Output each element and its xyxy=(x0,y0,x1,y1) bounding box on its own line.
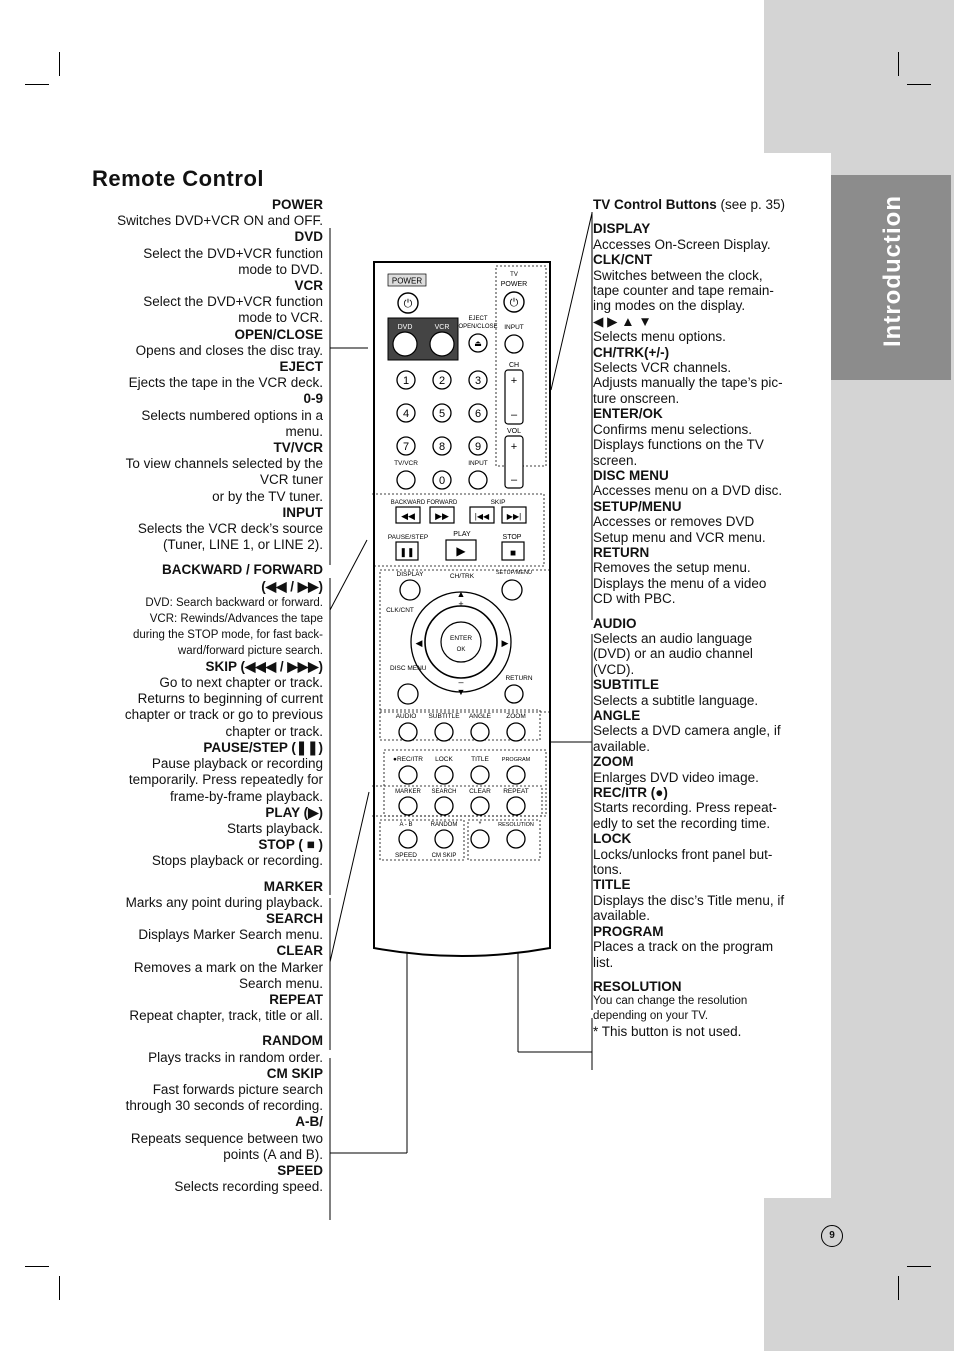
left-item-heading: MARKER xyxy=(263,878,323,894)
cm-skip-label: CM SKIP xyxy=(431,853,457,859)
svg-text:❚❚: ❚❚ xyxy=(399,547,415,557)
left-item-description: Pause playback or recording xyxy=(151,756,323,772)
left-item-description: Opens and closes the disc tray. xyxy=(135,342,323,358)
right-item-description: Displays the disc’s Title menu, if xyxy=(593,892,785,908)
left-item-description: Marks any point during playback. xyxy=(125,894,323,910)
left-item-heading: (◀◀ / ▶▶) xyxy=(261,578,323,594)
left-item-description: menu. xyxy=(285,423,323,439)
left-item-description: Returns to beginning of current xyxy=(137,691,323,707)
right-item-heading: AUDIO xyxy=(593,615,637,631)
svg-text:▶: ▶ xyxy=(456,544,466,558)
right-item-heading: LOCK xyxy=(593,831,632,847)
digit-label: 9 xyxy=(474,441,482,453)
right-item-description: Removes the setup menu. xyxy=(593,560,751,576)
right-item-description: Locks/unlocks front panel but- xyxy=(593,846,773,862)
left-item-description: Displays Marker Search menu. xyxy=(138,927,323,943)
digit-label: 0 xyxy=(438,475,446,487)
section-tab-label: Introduction xyxy=(879,195,906,347)
marker-button[interactable] xyxy=(399,797,417,815)
vcr-label: VCR xyxy=(434,324,450,331)
forward-label: FORWARD xyxy=(426,500,458,506)
disc-menu-label: DISC MENU xyxy=(390,665,427,672)
vol-label: VOL xyxy=(506,428,522,435)
subtitle-label: SUBTITLE xyxy=(428,713,460,720)
right-item-description: Enlarges DVD video image. xyxy=(593,769,759,785)
tv-label: TV xyxy=(510,272,518,278)
subtitle-button[interactable] xyxy=(435,723,453,741)
svg-text:|◀◀: |◀◀ xyxy=(474,512,490,521)
display-button[interactable] xyxy=(400,580,420,600)
digit-label: 8 xyxy=(438,441,446,453)
input-button[interactable] xyxy=(469,471,487,489)
play-label: PLAY xyxy=(453,531,471,538)
right-item-heading: ANGLE xyxy=(593,708,641,723)
svg-text:◀◀: ◀◀ xyxy=(401,511,415,521)
svg-text:⏻: ⏻ xyxy=(509,297,519,309)
left-item-heading: PLAY (▶) xyxy=(265,804,323,820)
left-item-description: frame-by-frame playback. xyxy=(169,788,323,804)
tv-power-label: POWER xyxy=(500,281,528,288)
right-item-description: Selects a DVD camera angle, if xyxy=(593,723,781,739)
right-item-heading: ◀ ▶ ▲ ▼ xyxy=(593,313,652,329)
angle-button[interactable] xyxy=(471,723,489,741)
marker-label: MARKER xyxy=(395,789,421,795)
pause-step-label: PAUSE/STEP xyxy=(387,534,429,541)
left-item-description: Repeat chapter, track, title or all. xyxy=(129,1008,323,1024)
left-item-description: chapter or track. xyxy=(225,723,323,739)
right-item-description: tons. xyxy=(593,862,623,878)
page-number: 9 xyxy=(821,1225,843,1247)
right-item-description: Accesses On-Screen Display. xyxy=(593,236,771,252)
right-item-description: Selects an audio language xyxy=(593,630,753,646)
ch-label: CH xyxy=(508,362,520,369)
left-item-heading: SKIP (◀◀◀ / ▶▶▶) xyxy=(205,658,323,674)
svg-text:–: – xyxy=(458,677,464,687)
left-item-description: Plays tracks in random order. xyxy=(148,1049,323,1065)
left-item-heading: TV/VCR xyxy=(273,440,323,456)
left-item-description: mode to VCR. xyxy=(238,310,323,326)
left-item-description: points (A and B). xyxy=(223,1146,323,1162)
lock-button[interactable] xyxy=(435,766,453,784)
program-button[interactable] xyxy=(507,766,525,784)
ab-button[interactable] xyxy=(399,830,417,848)
right-item-description: list. xyxy=(593,954,614,970)
tv-vcr-label: TV/VCR xyxy=(394,460,418,467)
repeat-label: REPEAT xyxy=(503,788,529,795)
right-item-description: Adjusts manually the tape’s pic- xyxy=(593,375,783,391)
left-item-description: DVD: Search backward or forward. xyxy=(145,596,323,609)
open-close-label: OPEN/CLOSE xyxy=(458,324,498,330)
right-item-description: (VCD). xyxy=(593,661,635,677)
digit-label: 6 xyxy=(474,408,482,420)
ab-label: A - B xyxy=(399,822,413,828)
digit-label: 4 xyxy=(402,408,410,420)
input-label: INPUT xyxy=(468,460,488,467)
left-item-description: Select the DVD+VCR function xyxy=(143,294,323,310)
page-title: Remote Control xyxy=(92,166,264,191)
repeat-button[interactable] xyxy=(507,797,525,815)
dvd-label: DVD xyxy=(397,324,413,331)
eject-label: EJECT xyxy=(468,316,488,322)
setup-menu-label: SETUP/MENU xyxy=(495,570,533,576)
left-item-heading: CLEAR xyxy=(276,943,323,959)
left-item-description: or by the TV tuner. xyxy=(212,488,323,504)
left-item-description: chapter or track or go to previous xyxy=(124,707,323,723)
digit-label: 5 xyxy=(438,408,446,420)
remote-control xyxy=(372,258,552,958)
svg-text:+: + xyxy=(510,375,518,387)
left-item-heading: CM SKIP xyxy=(266,1065,323,1081)
enter-ok-button[interactable] xyxy=(441,622,481,662)
left-item-heading: STOP ( ■ ) xyxy=(258,837,323,853)
enter-label: ENTER xyxy=(449,635,473,642)
svg-text:⏏: ⏏ xyxy=(474,339,482,348)
right-item-heading: SETUP/MENU xyxy=(593,498,682,514)
disc-menu-button[interactable] xyxy=(398,684,418,704)
random-label: RANDOM xyxy=(430,822,458,828)
backward-label: BACKWARD xyxy=(390,500,426,506)
random-button[interactable] xyxy=(435,830,453,848)
left-item-description: Selects recording speed. xyxy=(174,1179,323,1195)
audio-button[interactable] xyxy=(399,723,417,741)
svg-text:⏻: ⏻ xyxy=(403,298,413,310)
dvd-button[interactable] xyxy=(393,332,417,356)
left-item-description: Selects the VCR deck’s source xyxy=(137,521,323,537)
right-item-description: Selects a subtitle language. xyxy=(593,692,759,708)
zoom-label: ZOOM xyxy=(506,713,526,720)
left-item-description: VCR: Rewinds/Advances the tape xyxy=(149,612,323,625)
right-item-description: Switches between the clock, xyxy=(593,267,763,283)
star-label: * xyxy=(478,821,482,828)
svg-text:–: – xyxy=(510,474,518,486)
right-item-description: Places a track on the program xyxy=(593,939,774,955)
lock-label: LOCK xyxy=(435,756,453,763)
tv-input-button[interactable] xyxy=(505,335,523,353)
display-label: DISPLAY xyxy=(396,571,424,578)
right-item-heading: REC/ITR (●) xyxy=(593,785,668,801)
rec-itr-button[interactable] xyxy=(399,766,417,784)
left-item-heading: 0-9 xyxy=(303,391,323,407)
zoom-button[interactable] xyxy=(507,723,525,741)
left-item-description: (Tuner, LINE 1, or LINE 2). xyxy=(162,537,323,553)
svg-text:■: ■ xyxy=(509,548,517,559)
ok-label: OK xyxy=(456,647,466,653)
left-item-heading: RANDOM xyxy=(262,1033,323,1049)
right-item-description: CD with PBC. xyxy=(593,591,676,607)
ch-trk-label: CH/TRK xyxy=(449,573,475,580)
right-item-description: edly to set the recording time. xyxy=(593,815,771,831)
right-item-description: tape counter and tape remain- xyxy=(593,283,774,299)
left-item-description: temporarily. Press repeatedly for xyxy=(128,772,323,788)
clear-button[interactable] xyxy=(471,797,489,815)
right-item-heading: DISC MENU xyxy=(593,467,669,483)
right-item-heading: ZOOM xyxy=(593,754,634,770)
stop-label: STOP xyxy=(502,534,522,541)
nav-up-arrow[interactable]: ▲ xyxy=(456,589,466,599)
left-item-description: Repeats sequence between two xyxy=(130,1130,323,1146)
right-item-description: available. xyxy=(593,908,651,924)
left-item-heading: POWER xyxy=(271,197,323,212)
left-item-description: Selects numbered options in a xyxy=(141,407,323,423)
digit-label: 2 xyxy=(438,375,446,387)
left-item-description: Search menu. xyxy=(238,975,323,991)
digit-label: 7 xyxy=(402,441,410,453)
clear-label: CLEAR xyxy=(469,788,491,795)
left-item-description: through 30 seconds of recording. xyxy=(125,1098,323,1114)
svg-text:+: + xyxy=(510,441,518,453)
left-item-heading: DVD xyxy=(294,229,323,245)
return-label: RETURN xyxy=(505,675,533,682)
left-item-heading: BACKWARD / FORWARD xyxy=(162,562,323,578)
left-item-description: Removes a mark on the Marker xyxy=(133,959,323,975)
search-button[interactable] xyxy=(435,797,453,815)
title-button[interactable] xyxy=(471,766,489,784)
left-item-description: ward/forward picture search. xyxy=(177,644,323,657)
right-item-description: Accesses menu on a DVD disc. xyxy=(593,483,783,499)
right-item-description: You can change the resolution xyxy=(593,995,748,1008)
svg-text:+: + xyxy=(458,599,464,609)
left-item-heading: OPEN/CLOSE xyxy=(234,326,323,342)
right-item-heading: CLK/CNT xyxy=(593,252,653,268)
right-item-heading: TV Control Buttons (see p. 35) xyxy=(593,197,786,212)
star-button[interactable] xyxy=(471,830,489,848)
left-item-description: Select the DVD+VCR function xyxy=(143,245,323,261)
right-item-description: Selects VCR channels. xyxy=(593,360,732,376)
right-item-description: depending on your TV. xyxy=(593,1010,709,1023)
digit-label: 3 xyxy=(474,375,482,387)
tv-vcr-button[interactable] xyxy=(397,471,415,489)
right-item-heading: CH/TRK(+/-) xyxy=(593,344,670,360)
clk-cnt-label: CLK/CNT xyxy=(386,607,414,614)
left-item-heading: VCR xyxy=(294,278,323,294)
program-label: PROGRAM xyxy=(501,757,531,763)
digit-label: 1 xyxy=(402,375,410,387)
right-item-heading: PROGRAM xyxy=(593,923,664,939)
right-item-description: Setup menu and VCR menu. xyxy=(593,529,766,545)
left-item-heading: PAUSE/STEP (❚❚) xyxy=(203,739,323,755)
tv-input-label: INPUT xyxy=(504,324,524,331)
right-item-description: Displays functions on the TV xyxy=(593,437,764,453)
left-item-description: Fast forwards picture search xyxy=(152,1081,323,1097)
right-item-description: Accesses or removes DVD xyxy=(593,514,755,530)
left-item-description: VCR tuner xyxy=(259,472,323,488)
power-label: POWER xyxy=(391,276,423,286)
right-item-description: ing modes on the display. xyxy=(593,298,746,314)
resolution-button[interactable] xyxy=(507,830,525,848)
svg-text:▶▶: ▶▶ xyxy=(435,511,449,521)
nav-right-arrow[interactable]: ▶ xyxy=(501,638,509,648)
left-item-description: mode to DVD. xyxy=(238,261,323,277)
right-item-description: Confirms menu selections. xyxy=(593,421,753,437)
right-item-heading-note: (see p. 35) xyxy=(716,197,786,212)
right-item-description: ture onscreen. xyxy=(593,390,680,406)
right-item-heading: ENTER/OK xyxy=(593,406,663,422)
vcr-button[interactable] xyxy=(430,332,454,356)
svg-text:–: – xyxy=(510,409,518,421)
left-item-description: Ejects the tape in the VCR deck. xyxy=(128,375,323,391)
nav-left-arrow[interactable]: ◀ xyxy=(415,638,423,648)
setup-menu-button[interactable] xyxy=(502,580,522,600)
title-label: TITLE xyxy=(471,756,489,763)
left-item-heading: REPEAT xyxy=(269,991,323,1007)
speed-label: SPEED xyxy=(394,852,418,859)
right-item-description: Selects menu options. xyxy=(593,329,726,345)
left-item-heading: SPEED xyxy=(277,1162,323,1178)
right-item-heading: SUBTITLE xyxy=(593,677,659,693)
right-item-heading: TITLE xyxy=(593,877,631,893)
right-item-description: (DVD) or an audio channel xyxy=(593,646,753,662)
left-item-description: during the STOP mode, for fast back- xyxy=(132,628,323,641)
left-item-description: Stops playback or recording. xyxy=(151,853,323,869)
left-item-heading: INPUT xyxy=(282,504,323,520)
right-item-description: Starts recording. Press repeat- xyxy=(593,800,777,816)
left-item-heading: A-B/ xyxy=(295,1114,323,1130)
right-item-heading: RESOLUTION xyxy=(593,978,682,994)
skip-label: SKIP xyxy=(490,499,506,506)
left-item-description: Starts playback. xyxy=(226,820,323,836)
right-item-heading: RETURN xyxy=(593,544,650,560)
left-item-description: To view channels selected by the xyxy=(125,456,323,472)
left-item-heading: EJECT xyxy=(279,359,323,375)
left-item-heading: SEARCH xyxy=(265,910,323,926)
left-item-description: Switches DVD+VCR ON and OFF. xyxy=(117,213,323,229)
return-button[interactable] xyxy=(505,685,523,703)
svg-text:▶▶|: ▶▶| xyxy=(506,512,522,521)
nav-down-arrow[interactable]: ▼ xyxy=(456,687,466,697)
left-item-description: Go to next chapter or track. xyxy=(159,675,323,691)
search-label: SEARCH xyxy=(431,789,457,795)
right-item-description: Displays the menu of a video xyxy=(593,575,767,591)
angle-label: ANGLE xyxy=(468,713,492,720)
right-item-description: * This button is not used. xyxy=(593,1024,742,1040)
rec-itr-label: ●REC/ITR xyxy=(393,756,423,763)
right-item-description: available. xyxy=(593,738,651,754)
audio-label: AUDIO xyxy=(395,713,417,720)
right-item-heading: DISPLAY xyxy=(593,221,651,237)
resolution-label: RESOLUTION xyxy=(498,822,534,828)
right-item-description: screen. xyxy=(593,452,638,468)
